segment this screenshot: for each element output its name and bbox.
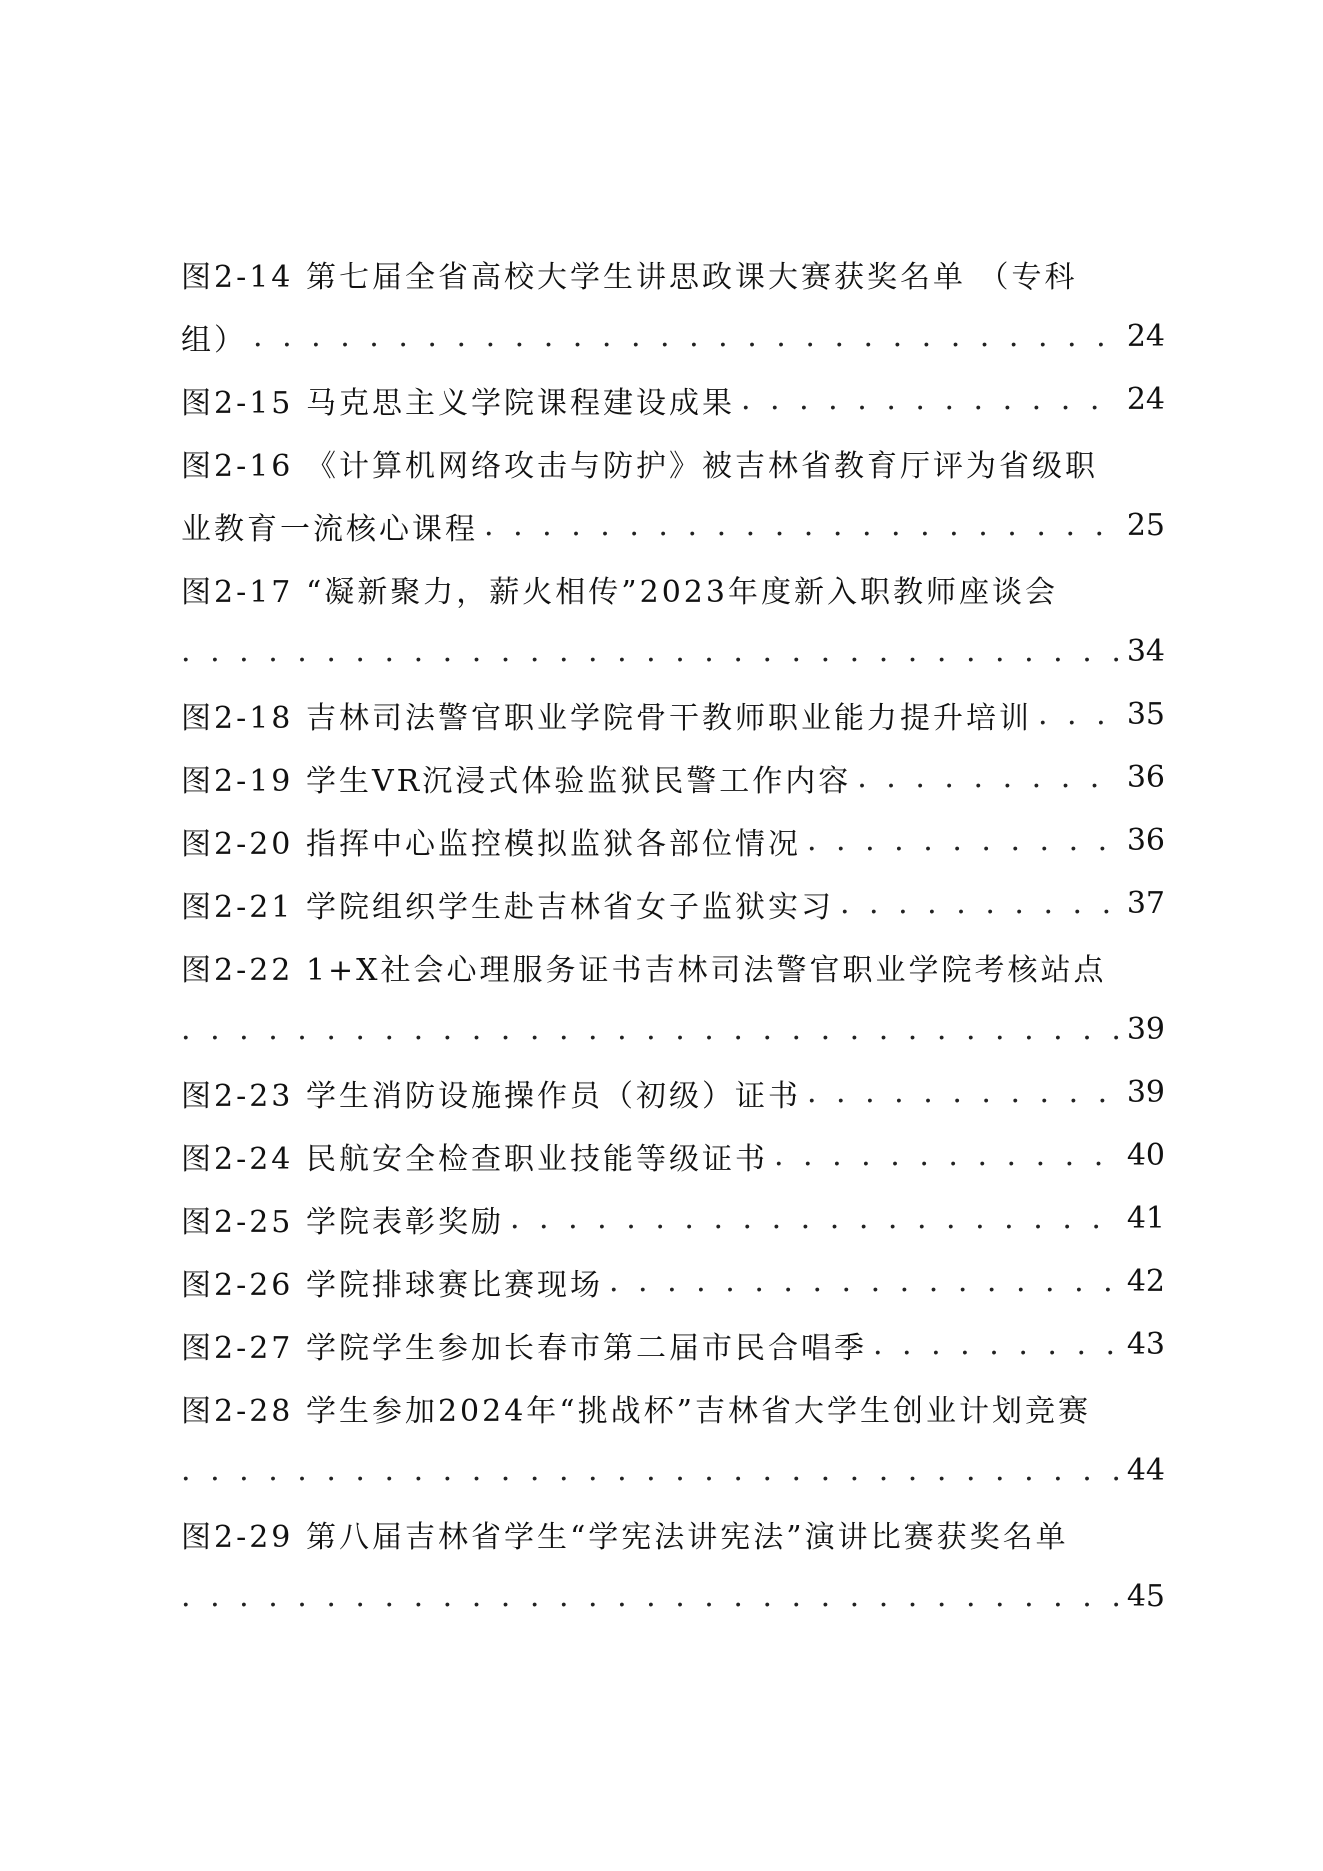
toc-leader-dots bbox=[181, 1012, 1121, 1047]
toc-entry-line[interactable] bbox=[181, 809, 1165, 872]
toc-page-number: 42 bbox=[1126, 1264, 1165, 1299]
toc-entry-line[interactable] bbox=[181, 1313, 1165, 1376]
toc-entry-label: 图2-17 bbox=[181, 574, 294, 610]
toc-entry-title: 学生参加2024年“挑战杯”吉林省大学生创业计划竞赛 bbox=[305, 1393, 1091, 1429]
toc-leader-dots bbox=[840, 886, 1121, 921]
toc-leader-dots bbox=[181, 634, 1121, 669]
toc-entry-line[interactable] bbox=[181, 683, 1165, 746]
toc-page-number: 39 bbox=[1126, 1075, 1165, 1110]
toc-page-number: 37 bbox=[1126, 886, 1165, 921]
toc-entry-title: 马克思主义学院课程建设成果 bbox=[305, 385, 735, 421]
toc-leader-dots bbox=[181, 1453, 1121, 1488]
toc-entry-line[interactable] bbox=[181, 1187, 1165, 1250]
toc-entry-label: 图2-15 bbox=[181, 385, 294, 421]
toc-entry-line[interactable] bbox=[181, 872, 1165, 935]
toc-entry-title-continued: 业教育一流核心课程 bbox=[181, 511, 478, 547]
toc-entry-line[interactable] bbox=[181, 1565, 1165, 1628]
toc-leader-dots bbox=[181, 1579, 1121, 1614]
toc-entry-title: “凝新聚力，薪火相传”2023年度新入职教师座谈会 bbox=[305, 574, 1058, 610]
toc-entry-line bbox=[181, 1502, 1165, 1565]
toc-page-number: 45 bbox=[1126, 1579, 1165, 1614]
toc-page-number: 24 bbox=[1126, 382, 1165, 417]
toc-entry-label: 图2-28 bbox=[181, 1393, 294, 1429]
toc-page-number: 36 bbox=[1126, 760, 1165, 795]
toc-leader-dots bbox=[857, 760, 1121, 795]
toc-page-number: 44 bbox=[1126, 1453, 1165, 1488]
toc-entry-line bbox=[181, 1376, 1165, 1439]
table-of-figures bbox=[181, 242, 1165, 1628]
toc-entry-label: 图2-16 bbox=[181, 448, 294, 484]
toc-leader-dots bbox=[484, 508, 1121, 543]
toc-entry-line bbox=[181, 557, 1165, 620]
toc-leader-dots bbox=[510, 1201, 1121, 1236]
toc-page-number: 24 bbox=[1126, 319, 1165, 354]
toc-entry-line[interactable] bbox=[181, 998, 1165, 1061]
toc-entry-label: 图2-21 bbox=[181, 889, 294, 925]
toc-entry-title: 《计算机网络攻击与防护》被吉林省教育厅评为省级职 bbox=[305, 448, 1098, 484]
toc-entry-label: 图2-26 bbox=[181, 1267, 294, 1303]
toc-entry-title: 民航安全检查职业技能等级证书 bbox=[305, 1141, 768, 1177]
toc-page-number: 25 bbox=[1126, 508, 1165, 543]
toc-entry-label: 图2-18 bbox=[181, 700, 294, 736]
toc-entry-line[interactable] bbox=[181, 305, 1165, 368]
toc-leader-dots bbox=[253, 319, 1121, 354]
toc-entry-line[interactable] bbox=[181, 1250, 1165, 1313]
toc-entry-line[interactable] bbox=[181, 1124, 1165, 1187]
toc-page-number: 36 bbox=[1126, 823, 1165, 858]
toc-page-number: 41 bbox=[1126, 1201, 1165, 1236]
toc-entry-label: 图2-27 bbox=[181, 1330, 294, 1366]
toc-entry-title: 指挥中心监控模拟监狱各部位情况 bbox=[305, 826, 801, 862]
toc-entry-title: 第七届全省高校大学生讲思政课大赛获奖名单 （专科 bbox=[305, 259, 1078, 295]
toc-entry-line[interactable] bbox=[181, 1061, 1165, 1124]
toc-entry-line bbox=[181, 431, 1165, 494]
toc-leader-dots bbox=[609, 1264, 1121, 1299]
toc-entry-title: 学生消防设施操作员（初级）证书 bbox=[305, 1078, 801, 1114]
toc-entry-label: 图2-25 bbox=[181, 1204, 294, 1240]
toc-leader-dots bbox=[774, 1138, 1121, 1173]
toc-entry-line[interactable] bbox=[181, 746, 1165, 809]
toc-entry-title: 学院表彰奖励 bbox=[305, 1204, 504, 1240]
toc-entry-line bbox=[181, 242, 1165, 305]
toc-entry-label: 图2-14 bbox=[181, 259, 294, 295]
toc-leader-dots bbox=[807, 823, 1121, 858]
toc-entry-line[interactable] bbox=[181, 494, 1165, 557]
toc-leader-dots bbox=[807, 1075, 1121, 1110]
toc-entry-line[interactable] bbox=[181, 368, 1165, 431]
toc-page-number: 40 bbox=[1126, 1138, 1165, 1173]
toc-entry-line[interactable] bbox=[181, 1439, 1165, 1502]
toc-entry-title: 学院排球赛比赛现场 bbox=[305, 1267, 603, 1303]
toc-entry-title: 学生VR沉浸式体验监狱民警工作内容 bbox=[305, 763, 852, 799]
toc-entry-label: 图2-29 bbox=[181, 1519, 294, 1555]
toc-entry-label: 图2-20 bbox=[181, 826, 294, 862]
toc-entry-title: 学院学生参加长春市第二届市民合唱季 bbox=[305, 1330, 867, 1366]
toc-page-number: 35 bbox=[1126, 697, 1165, 732]
toc-entry-label: 图2-24 bbox=[181, 1141, 294, 1177]
toc-entry-title: 1+X社会心理服务证书吉林司法警官职业学院考核站点 bbox=[305, 952, 1107, 988]
toc-leader-dots bbox=[1038, 697, 1121, 732]
toc-page-number: 43 bbox=[1126, 1327, 1165, 1362]
toc-entry-label: 图2-23 bbox=[181, 1078, 294, 1114]
toc-entry-line bbox=[181, 935, 1165, 998]
toc-entry-title-continued: 组） bbox=[181, 322, 247, 358]
toc-page-number: 34 bbox=[1126, 634, 1165, 669]
toc-entry-label: 图2-19 bbox=[181, 763, 294, 799]
toc-entry-title: 吉林司法警官职业学院骨干教师职业能力提升培训 bbox=[305, 700, 1032, 736]
toc-entry-title: 第八届吉林省学生“学宪法讲宪法”演讲比赛获奖名单 bbox=[305, 1519, 1069, 1555]
toc-leader-dots bbox=[873, 1327, 1121, 1362]
toc-entry-line[interactable] bbox=[181, 620, 1165, 683]
toc-page-number: 39 bbox=[1126, 1012, 1165, 1047]
toc-entry-title: 学院组织学生赴吉林省女子监狱实习 bbox=[305, 889, 834, 925]
toc-entry-label: 图2-22 bbox=[181, 952, 294, 988]
toc-leader-dots bbox=[741, 382, 1121, 417]
